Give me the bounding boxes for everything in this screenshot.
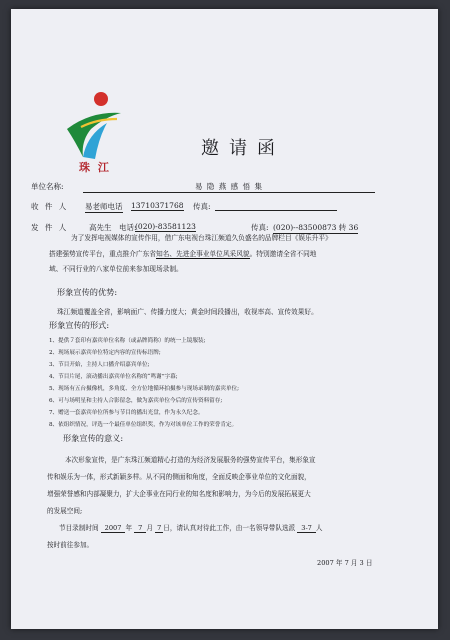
sender-name: 高先生 xyxy=(89,223,112,232)
recipient-fax-label: 传真: xyxy=(193,202,211,211)
forms-item-4: 4、节目片尾，滚动播出嘉宾单位名称的“鸣谢”字幕; xyxy=(49,374,178,380)
meaning-heading: 形象宣传的意义: xyxy=(63,433,124,443)
meaning-line-1: 本次形象宣传，是广东珠江频道精心打造的为经济发展服务的强势宣传平台，集形象宣 xyxy=(65,456,316,464)
schedule-line-2: 按时前往参加。 xyxy=(47,541,94,549)
recipient-phone: 13710371768 xyxy=(131,201,184,210)
schedule-day-unit: 日 xyxy=(163,524,170,532)
sender-label: 发 件 人 xyxy=(31,223,69,232)
recipient-label: 收 件 人 xyxy=(31,202,69,211)
intro-line-2c: 。特别邀请全省不同地 xyxy=(249,249,317,258)
advantage-text: 珠江频道覆盖全省，影响面广、传播力度大；黄金时间段播出，收视率高、宣传效果好。 xyxy=(57,308,318,316)
meaning-line-2: 传和娱乐为一体，形式新颖多样。从不同的侧面和角度，全面反映企事业单位的文化面貌， xyxy=(47,473,311,481)
forms-item-1: 1、提供７套印有嘉宾单位名称（或品牌简称）的统一上镜服装; xyxy=(49,338,206,344)
schedule-count: 3-7 xyxy=(297,524,316,533)
intro-line-3: 域、不同行业的八家单位前来参加现场录制。 xyxy=(49,265,183,273)
forms-item-6: 6、可与场明星和主持人合影留念，做为嘉宾单位今后的宣传资料留存; xyxy=(49,398,223,404)
unit-name-label: 单位名称: xyxy=(31,182,64,191)
forms-item-8: 8、依组织情况，评选一个最佳单位组织奖，作为对该单位工作的荣誉肯定。 xyxy=(49,422,238,428)
invitation-sheet xyxy=(11,9,438,629)
meaning-line-4: 的发展空间; xyxy=(47,507,83,515)
zhujiang-logo-icon xyxy=(61,89,127,169)
forms-item-3: 3、节目开始，主持人口播介绍嘉宾单位; xyxy=(49,362,150,368)
page-title: 邀请函 xyxy=(201,138,285,159)
schedule-middle: ，请认真对待此工作，由一名领导带队选派 xyxy=(169,524,296,532)
advantage-heading: 形象宣传的优势: xyxy=(57,287,118,297)
schedule-month-unit: 月 xyxy=(146,524,153,532)
schedule-prefix: 节目录制时间 xyxy=(59,524,99,532)
meaning-line-3: 增强荣誉感和内部凝聚力，扩大企事业在同行业的知名度和影响力，为今后的发展拓展更大 xyxy=(47,490,311,498)
intro-paragraph xyxy=(49,231,429,278)
intro-line-2-highlight: 知名、先进企事业单位风采风貌 xyxy=(156,249,250,258)
schedule-year-unit: 年 xyxy=(125,524,133,532)
schedule-year: 2007 xyxy=(101,524,126,533)
recipient-fax-blank xyxy=(215,210,337,211)
forms-heading: 形象宣传的形式: xyxy=(49,320,110,330)
intro-line-1: 为了发挥电视媒体的宣传作用，借广东电视台珠江频道久负盛名的品牌栏目《娱乐升平》 xyxy=(71,234,332,242)
unit-name-value: 易 隐 燕 感 悟 集 xyxy=(83,181,375,193)
intro-line-2 xyxy=(49,247,429,263)
sender-fax: (020)--83500873 转 36 xyxy=(273,223,359,232)
recipient-name: 易老师电话 xyxy=(85,202,123,211)
forms-item-2: 2、现场展示嘉宾单位特定内容的宣传标语牌; xyxy=(49,350,161,356)
schedule-line-1 xyxy=(59,522,322,532)
forms-item-7: 7、赠送一套嘉宾单位所参与节目的播出光盘，作为永久纪念。 xyxy=(49,410,204,416)
sender-phone-label: 电话: xyxy=(119,223,137,232)
sender-fax-label: 传真: xyxy=(251,223,269,232)
logo-text: 珠 江 xyxy=(79,161,111,174)
forms-item-5: 5、现场有五台摄像机，多角度、全方位地循环拍摄参与现场录制的嘉宾单位; xyxy=(49,386,240,392)
signature-date: 2007 年 7 月 3 日 xyxy=(317,559,373,567)
sender-phone: (020)-83581123 xyxy=(135,222,196,231)
schedule-day: 7 xyxy=(157,524,162,532)
schedule-count-unit: 人 xyxy=(315,524,323,532)
schedule-month: 7 xyxy=(134,524,146,533)
intro-line-2a: 搭建强势宣传平台，重点推介广东省 xyxy=(49,249,156,258)
